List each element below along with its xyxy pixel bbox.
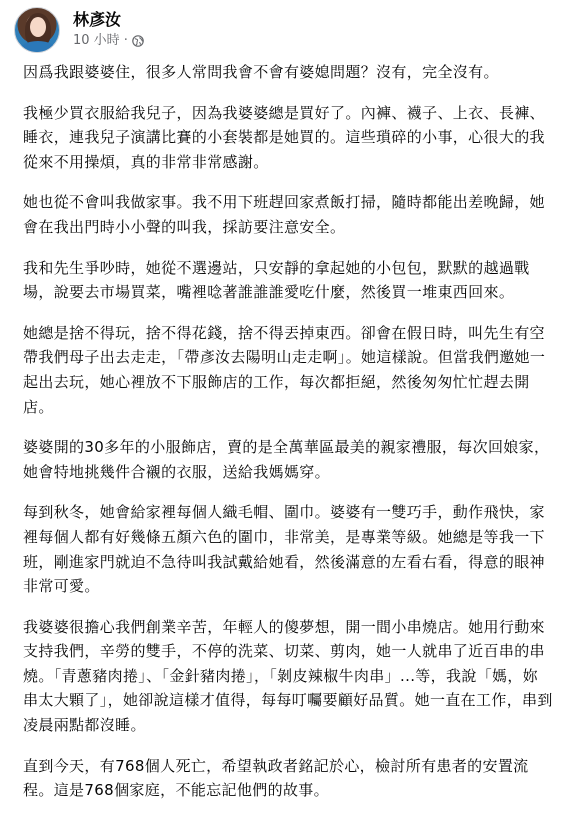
post-paragraph: 我婆婆很擔心我們創業辛苦，年輕人的傻夢想，開一間小串燒店。她用行動來支持我們，辛勞的雙手，不停的洗菜、切菜、剪肉，她一人就串了近百串的串燒。「青蔥豬肉捲」、「金針豬肉捲」，「剝皮辣椒牛肉串」...等，我說「媽，妳串太大顆了」，她卻說這樣才值得，每每叮囑要顧好品質。她一直在工作，串到凌晨兩點都沒睡。 xyxy=(23,617,553,735)
post-time[interactable]: 10 小時 xyxy=(73,33,120,48)
post-paragraph: 因爲我跟婆婆住，很多人常問我會不會有婆媳問題？沒有，完全沒有。 xyxy=(23,63,499,81)
post-paragraph: 直到今天，有768個人死亡，希望執政者銘記於心，檢討所有患者的安置流程。這是768個家庭，不能忘記他們的故事。 xyxy=(23,756,529,800)
post-header xyxy=(14,4,144,56)
avatar-face xyxy=(30,17,46,37)
post-paragraph: 婆婆開的30多年的小服飾店，賣的是全萬華區最美的親家禮服，每次回娘家，她會特地挑幾件合襯的衣服，送給我媽媽穿。 xyxy=(23,438,550,481)
header-text xyxy=(73,10,144,50)
avatar-body xyxy=(19,41,57,53)
meta-separator: · xyxy=(123,33,128,48)
post-paragraph: 每到秋冬，她會給家裡每個人織毛帽、圍巾。婆婆有一雙巧手，動作飛快，家裡每個人都有好幾條五顏六色的圍巾，非常美，是專業等級。她總是等我一下班，剛進家門就迫不急待叫我試戴給她看，然後滿意的左看右看，得意的眼神非常可愛。 xyxy=(23,503,545,596)
post-body xyxy=(23,60,553,819)
globe-icon[interactable] xyxy=(132,35,144,47)
post-paragraph: 她總是捨不得玩，捨不得花錢，捨不得丟掉東西。卻會在假日時，叫先生有空帶我們母子出去走走，「帶彥汝去陽明山走走啊」。她這樣說。但當我們邀她一起出去玩，她心裡放不下服飾店的工作，每次都拒絕，然後匆匆忙忙趕去開店。 xyxy=(23,323,546,416)
post-paragraph: 她也從不會叫我做家事。我不用下班趕回家煮飯打掃，隨時都能出差晚歸，她會在我出門時小小聲的叫我，採訪要注意安全。 xyxy=(23,193,545,236)
post-meta xyxy=(73,32,144,50)
author-avatar[interactable] xyxy=(14,7,60,53)
author-name[interactable]: 林彥汝 xyxy=(73,10,122,29)
post-paragraph: 我極少買衣服給我兒子，因為我婆婆總是買好了。內褲、襪子、上衣、長褲、睡衣，連我兒子演講比賽的小套裝都是她買的。這些瑣碎的小事，心很大的我從來不用操煩，真的非常非常感謝。 xyxy=(23,103,545,171)
post-paragraph: 我和先生爭吵時，她從不選邊站，只安靜的拿起她的小包包，默默的越過戰場，說要去市場買菜，嘴裡唸著誰誰誰愛吃什麼，然後買一堆東西回來。 xyxy=(23,258,530,302)
